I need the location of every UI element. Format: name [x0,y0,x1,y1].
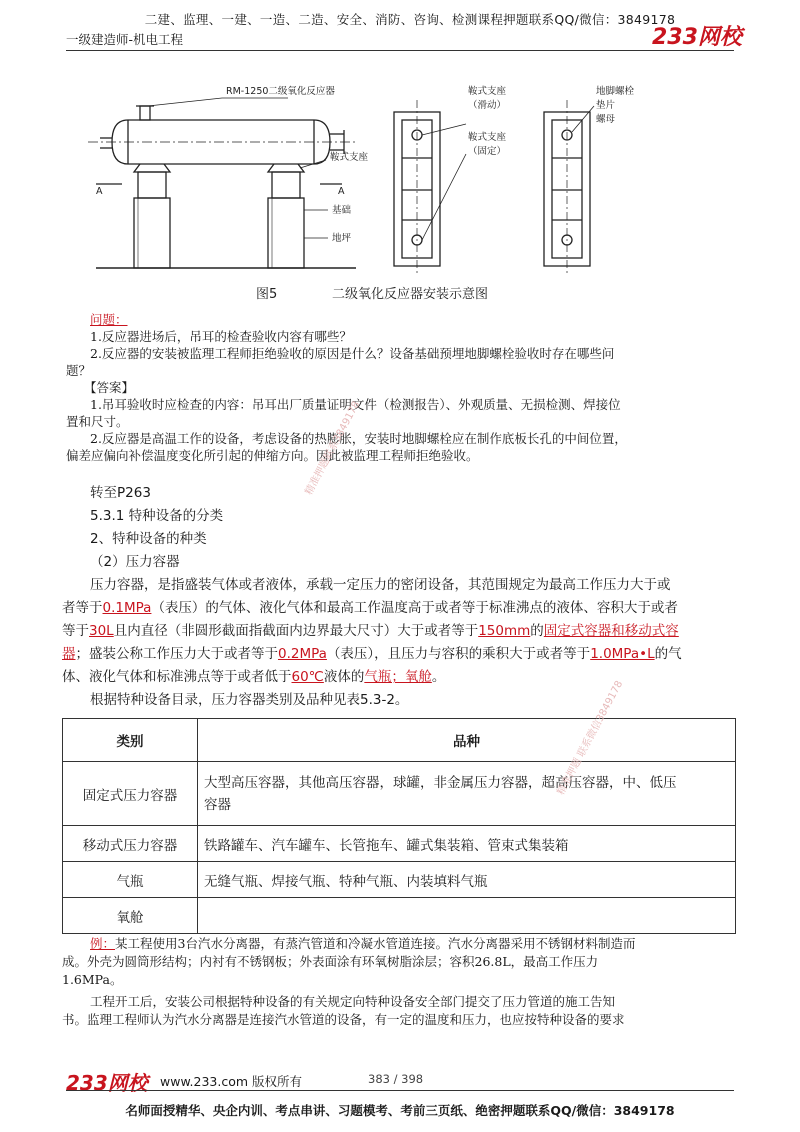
answer-2-line-2: 偏差应偏向补偿温度变化所引起的伸缩方向。因此被监理工程师拒绝验收。 [66,448,479,463]
questions-title: 问题： [90,312,128,327]
footer-bottom-line: 名师面授精华、央企内训、考点串讲、习题模考、考前三页纸、绝密押题联系QQ/微信：3849178 [125,1103,675,1118]
label-bolt-3: 螺母 [596,114,616,125]
table-cell-category: 气瓶 [63,862,198,898]
label-sliding-1: 鞍式支座 [468,86,507,97]
table-cell-category: 氧舱 [63,898,198,934]
paragraph-line-2: 者等于0.1MPa（表压）的气体、液化气体和最高工作温度高于或者等于标准沸点的液体、容积大于或者 [62,600,678,616]
table-cell-variety: 铁路罐车、汽车罐车、长管拖车、罐式集装箱、管束式集装箱 [198,826,736,862]
label-bolt-1: 地脚螺栓 [596,86,635,97]
table-row [63,862,736,898]
saddle-support-left [138,172,166,198]
figure-caption-text: 二级氧化反应器安装示意图 [332,287,489,302]
label-foundation: 基础 [332,205,352,216]
header-divider [66,50,734,51]
example-line-1: 例：某工程使用3台汽水分离器，有蒸汽管道和冷凝水管道连接。汽水分离器采用不锈钢材料制造而 [90,936,636,951]
example-line-3: 1.6MPa。 [62,972,123,987]
label-floor: 地坪 [332,233,352,244]
foundation-left [134,198,170,268]
paragraph-line-3: 等于30L且内直径（非圆形截面指截面内边界最大尺寸）大于或者等于150mm的固定式容器和移动式容 [62,623,679,639]
table-cell-category: 固定式压力容器 [63,762,198,826]
label-bolt-2: 垫片 [596,100,616,111]
body-item-heading: （2）压力容器 [90,554,180,570]
question-2-line-1: 2.反应器的安装被监理工程师拒绝验收的原因是什么？设备基础预埋地脚螺栓验收时存在哪些问 [90,346,615,361]
paragraph-line-1: 压力容器，是指盛装气体或者液体，承载一定压力的密闭设备，其范围规定为最高工作压力大于或 [90,577,671,593]
table-header-variety: 品种 [198,719,736,762]
label-fixed-1: 鞍式支座 [468,132,507,143]
foundation-right [268,198,304,268]
body-section-heading: 5.3.1 特种设备的分类 [90,508,224,524]
header-top-line: 二建、监理、一建、一造、二造、安全、消防、咨询、检测课程押题联系QQ/微信：3849178 [144,12,676,27]
table-row [63,898,736,934]
saddle-support-right [272,172,300,198]
table-header-row [63,719,736,762]
header-subtitle: 一级建造师-机电工程 [66,32,184,47]
label-section-a-right: A [338,186,345,197]
question-1: 1.反应器进场后，吊耳的检查验收内容有哪些？ [90,329,352,344]
label-section-a-left: A [96,186,103,197]
label-reactor: RM-1250二级氧化反应器 [226,86,335,97]
example-line-2: 成。外壳为圆筒形结构；内衬有不锈钢板；外表面涂有环氧树脂涂层；容积26.8L，最高工作压力 [62,954,599,969]
pressure-vessel-table [62,718,736,934]
footer-logo: 233网校 [66,1071,148,1095]
body-subheading: 2、特种设备的种类 [90,531,207,547]
answer-title: 【答案】 [84,380,135,395]
answer-1-line-1: 1.吊耳验收时应检查的内容：吊耳出厂质量证明文件（检测报告）、外观质量、无损检测、焊接位 [90,397,621,412]
table-row [63,826,736,862]
table-intro: 根据特种设备目录，压力容器类别及品种见表5.3-2。 [90,692,409,708]
table-cell-variety: 大型高压容器，其他高压容器，球罐，非金属压力容器，超高压容器，中、低压 容器 [198,762,736,826]
header-logo: 233网校 [652,25,742,50]
question-2-line-2: 题？ [66,363,92,378]
watermark-2: 精准押题 联系微信3849178 [555,679,626,798]
label-sliding-2: （滑动） [468,100,507,111]
table-header-category: 类别 [63,719,198,762]
table-cell-variety [198,898,736,934]
example-line-4: 工程开工后，安装公司根据特种设备的有关规定向特种设备安全部门提交了压力管道的施工告知 [90,994,616,1009]
footer-copyright: www.233.com 版权所有 [160,1074,302,1089]
figure-caption-num: 图5 [256,287,278,302]
watermark-1: 精准押题联系3849178 [303,399,363,498]
paragraph-line-5: 体、液化气体和标准沸点等于或者低于60℃液体的气瓶；氧舱。 [62,669,446,685]
paragraph-line-4: 器；盛装公称工作压力大于或者等于0.2MPa（表压），且压力与容积的乘积大于或者等于1.0MPa•L的气 [62,646,682,662]
reactor-installation-figure [66,60,734,308]
footer-divider [66,1090,734,1091]
table-row [63,762,736,826]
label-fixed-2: （固定） [468,146,507,157]
table-cell-variety: 无缝气瓶、焊接气瓶、特种气瓶、内装填料气瓶 [198,862,736,898]
body-line-goto: 转至P263 [90,485,151,501]
example-line-5: 书。监理工程师认为汽水分离器是连接汽水管道的设备，有一定的温度和压力，也应按特种设备的要求 [62,1012,625,1027]
answer-2-line-1: 2.反应器是高温工作的设备，考虑设备的热膨胀，安装时地脚螺栓应在制作底板长孔的中间位置， [90,431,627,446]
table-cell-category: 移动式压力容器 [63,826,198,862]
footer-page-number: 383 / 398 [368,1072,424,1086]
label-saddle: 鞍式支座 [330,152,369,163]
answer-1-line-2: 置和尺寸。 [66,414,129,429]
